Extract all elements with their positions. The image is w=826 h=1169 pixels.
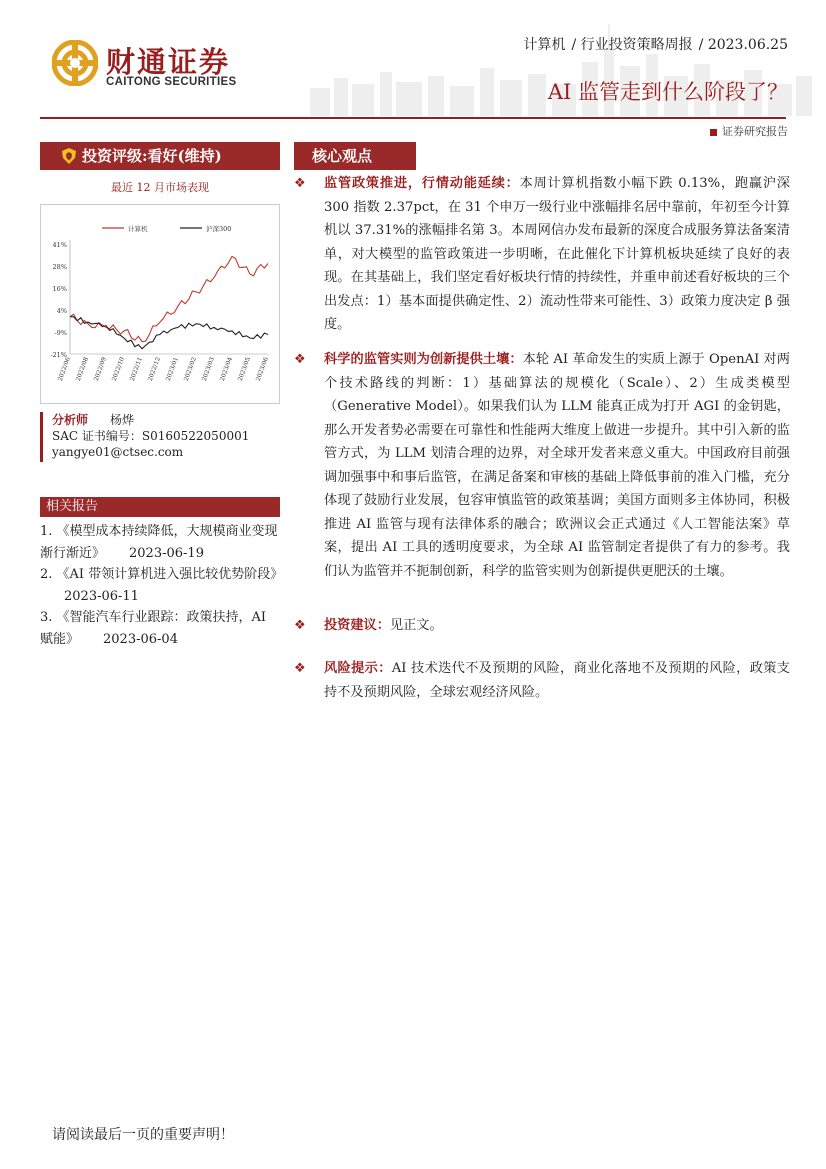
- core-point-heading: 投资建议：: [324, 618, 390, 633]
- y-tick-label: 4%: [56, 307, 67, 315]
- analyst-sac: SAC 证书编号：S0160522050001: [52, 429, 250, 443]
- x-tick-label: 2023/01: [164, 356, 180, 383]
- x-tick-label: 2022/06: [56, 356, 72, 383]
- rating-banner: [40, 142, 280, 170]
- analyst-email[interactable]: yangye01@ctsec.com: [52, 445, 184, 459]
- x-tick-label: 2022/11: [128, 356, 144, 383]
- related-report-title: 1. 《模型成本持续降低，大规模商业变现渐行渐近》: [40, 524, 278, 561]
- x-tick-label: 2022/08: [74, 356, 90, 383]
- market-performance-chart: [40, 204, 280, 404]
- report-type-label: 证券研究报告: [722, 125, 788, 138]
- shield-icon: [62, 148, 76, 164]
- core-point-heading: 科学的监管实则为创新提供土壤：: [324, 352, 523, 367]
- x-tick-label: 2023/04: [218, 356, 234, 383]
- related-report-item[interactable]: [40, 521, 280, 564]
- core-point: [294, 348, 790, 583]
- core-point-body: AI 技术迭代不及预期的风险，商业化落地不及预期的风险，政策支持不及预期风险，全球宏观经济风险。: [324, 661, 790, 700]
- diamond-bullet-icon: ❖: [294, 618, 306, 633]
- header-divider: [40, 117, 786, 119]
- x-tick-label: 2023/02: [182, 356, 198, 383]
- core-point: [294, 614, 790, 638]
- logo-text-cn: 财通证券: [106, 45, 231, 79]
- y-tick-label: -9%: [54, 329, 67, 337]
- diamond-bullet-icon: ❖: [294, 661, 306, 676]
- legend-label: 沪深300: [206, 225, 232, 233]
- x-tick-label: 2023/05: [236, 356, 252, 383]
- diamond-bullet-icon: ❖: [294, 352, 306, 367]
- related-report-item[interactable]: [40, 564, 284, 607]
- rating-label: 投资评级:看好(维持): [82, 147, 222, 165]
- caitong-logo-icon: [52, 40, 98, 86]
- related-report-title: 2. 《AI 带领计算机进入强比较优势阶段》: [40, 567, 284, 582]
- y-tick-label: 41%: [52, 241, 67, 249]
- breadcrumb-industry: 计算机: [523, 37, 566, 53]
- core-views-heading: 核心观点: [294, 142, 416, 170]
- core-point: [294, 657, 790, 704]
- core-point-body: 本轮 AI 革命发生的实质上源于 OpenAI 对两个技术路线的判断：1）基础算法的规模化（Scale）、2）生成类模型（Generative Model）。如果我们认为 LLM 能真正成为打开 AGI 的金钥匙，那么开发者势必需要在可靠性和性能两大维度上做进一步提升。其中引入新的监管方式，为 LLM 划清合理的边界，对全球开发者来意义重大。中国政府目前强调加强事中和事后监管，在满足备案和审核的基础上降低事前的准入门槛，充分体现了鼓励行业发展，包容审慎监管的政策基调；美国方面则多主体协同，积极推进 AI 监管与现有法律体系的融合；欧洲议会正式通过《人工智能法案》草案，提出 AI 工具的透明度要求，为全球 AI 监管制定者提供了有力的参考。我们认为监管并不扼制创新，科学的监管实则为创新提供更肥沃的土壤。: [324, 352, 790, 579]
- analyst-accent-bar: [40, 412, 43, 462]
- x-tick-label: 2022/10: [110, 356, 126, 383]
- footer-disclaimer[interactable]: 请阅读最后一页的重要声明！: [52, 1127, 234, 1143]
- core-point-heading: 风险提示：: [324, 661, 392, 676]
- core-point-heading: 监管政策推进，行情动能延续：: [324, 176, 520, 191]
- related-report-title: 3. 《智能汽车行业跟踪：政策扶持，AI 赋能》: [40, 610, 267, 647]
- analyst-name: 杨烨: [110, 413, 135, 427]
- core-point-body: 本周计算机指数小幅下跌 0.13%，跑赢沪深 300 指数 2.37pct，在 31 个申万一级行业中涨幅排名居中靠前，年初至今计算机以 37.31%的涨幅排名第 3。本周网信办发布最新的深度合成服务算法备案清单，对大模型的监管政策进一步明晰，在此催化下计算机板块延续了良好的表现。在其基础上，我们坚定看好板块行情的持续性，并重申前述看好板块的三个出发点：1）基本面提供确定性、2）流动性带来可能性、3）政策力度决定 β 强度。: [324, 176, 790, 332]
- related-report-date: 2023-06-11: [64, 588, 139, 604]
- related-reports-heading: 相关报告: [40, 497, 280, 517]
- chart-caption: 最近 12 月市场表现: [111, 181, 209, 194]
- x-tick-label: 2023/03: [200, 356, 216, 383]
- related-reports-list: [40, 521, 284, 650]
- page-title: AI 监管走到什么阶段了？: [547, 80, 788, 104]
- core-point-body: 见正文。: [389, 618, 443, 633]
- breadcrumb: [518, 34, 789, 54]
- analyst-label: 分析师: [52, 413, 89, 427]
- y-tick-label: -21%: [50, 351, 67, 359]
- square-bullet-icon: [710, 129, 717, 136]
- related-report-date: 2023-06-19: [129, 545, 204, 561]
- report-type: [710, 123, 788, 139]
- breadcrumb-report-series: / 行业投资策略周报: [571, 37, 693, 53]
- y-tick-label: 16%: [52, 285, 67, 293]
- series-line-csi300: [70, 317, 268, 349]
- x-tick-label: 2022/09: [92, 356, 108, 383]
- x-tick-label: 2023/06: [254, 356, 270, 383]
- core-point: [294, 172, 790, 337]
- logo-text-en: CAITONG SECURITIES: [106, 76, 237, 88]
- y-tick-label: 28%: [52, 263, 67, 271]
- related-report-date: 2023-06-04: [103, 631, 178, 647]
- series-line-computer: [70, 256, 268, 341]
- breadcrumb-date: / 2023.06.25: [698, 37, 788, 53]
- analyst-block: [52, 412, 249, 460]
- related-report-item[interactable]: [40, 607, 280, 650]
- legend-label: 计算机: [128, 225, 148, 233]
- diamond-bullet-icon: ❖: [294, 176, 306, 191]
- x-tick-label: 2022/12: [146, 356, 162, 383]
